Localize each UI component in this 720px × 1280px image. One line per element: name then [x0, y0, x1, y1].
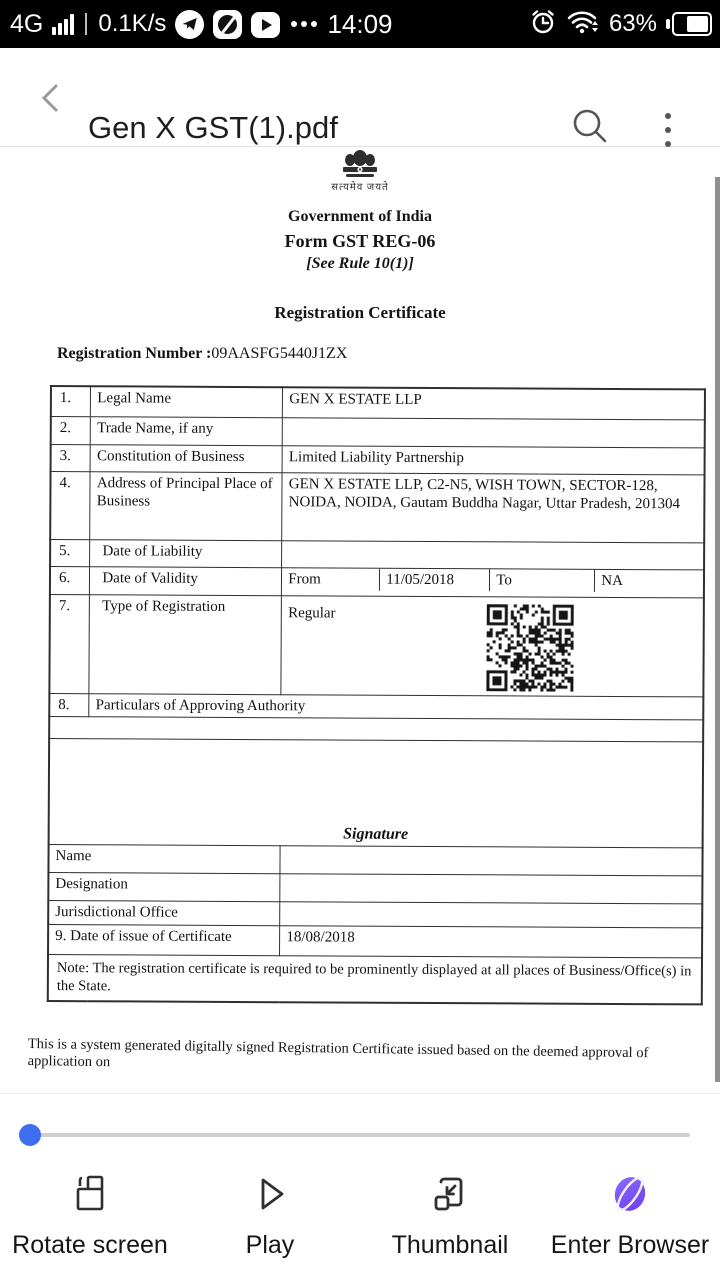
row-label: Constitution of Business: [90, 444, 282, 472]
row-label: Designation: [48, 873, 280, 902]
table-row: [51, 416, 705, 447]
telegram-icon: [175, 10, 204, 39]
validity-to-value: NA: [594, 569, 703, 592]
network-type-label: 4G: [10, 9, 44, 38]
table-row: [50, 471, 704, 542]
alarm-icon: [529, 8, 557, 41]
signature-area: [49, 739, 704, 848]
validity-cell: [282, 567, 704, 597]
page-title: Gen X GST(1).pdf: [88, 110, 338, 145]
row-number: 8.: [49, 693, 89, 717]
row-number: 7.: [49, 594, 89, 693]
row-value: GEN X ESTATE LLP, C2-N5, WISH TOWN, SECTOR-128, NOIDA, NOIDA, Gautam Buddha Nagar, Uttar Pradesh, 201304: [282, 472, 705, 542]
row-number: 2.: [51, 416, 91, 444]
validity-to-label: To: [489, 569, 594, 592]
row-label: 9. Date of issue of Certificate: [48, 925, 280, 956]
row-value: [280, 846, 702, 876]
row-value: 18/08/2018: [280, 926, 702, 958]
wifi-icon: [566, 8, 600, 41]
overflow-menu-icon[interactable]: [650, 108, 686, 152]
table-row: [48, 955, 702, 1004]
table-row: [48, 901, 702, 928]
tool-label: Enter Browser: [550, 1231, 710, 1259]
bottom-toolbar: [0, 1160, 720, 1280]
back-chevron-icon[interactable]: [34, 81, 68, 115]
camera-app-icon: [213, 10, 242, 39]
status-bar: [0, 0, 720, 48]
row-number: 4.: [50, 471, 90, 539]
signature-label: Signature: [343, 825, 409, 844]
rotate-screen-button[interactable]: [0, 1160, 180, 1280]
table-row: [48, 845, 702, 876]
table-row: [48, 925, 702, 958]
tool-label: Thumbnail: [391, 1231, 509, 1259]
row-label: Name: [48, 845, 280, 874]
row-number: 3.: [51, 444, 91, 471]
row-value: GEN X ESTATE LLP: [283, 387, 705, 419]
registration-type-cell: [281, 595, 704, 696]
row-value: [280, 874, 702, 904]
row-label: Jurisdictional Office: [48, 901, 280, 926]
rotate-screen-icon: [67, 1172, 113, 1221]
row-label: Address of Principal Place of Business: [90, 471, 282, 540]
status-divider: [85, 13, 87, 35]
table-row: [50, 566, 704, 597]
row-value: Limited Liability Partnership: [282, 445, 704, 474]
row-label: Date of Validity: [90, 566, 282, 595]
registration-number-label: Registration Number :: [57, 345, 212, 362]
registration-number-line: [57, 345, 347, 363]
pdf-page[interactable]: [0, 147, 720, 1093]
table-row: [49, 594, 704, 696]
validity-from-label: From: [288, 570, 321, 587]
row-label: Trade Name, if any: [91, 416, 283, 445]
battery-icon: [666, 12, 712, 36]
government-line: Government of India: [288, 208, 432, 225]
data-speed-label: 0.1K/s: [98, 10, 167, 37]
form-title: Form GST REG-06: [284, 231, 436, 251]
table-row: [51, 444, 705, 474]
certificate-table: [47, 385, 706, 1005]
battery-percent-label: 63%: [608, 10, 657, 37]
play-icon: [248, 1172, 292, 1221]
thumbnail-icon: [427, 1172, 473, 1221]
row-value: [280, 902, 702, 928]
video-app-icon: [251, 12, 280, 38]
search-icon[interactable]: [570, 106, 610, 146]
tool-label: Play: [245, 1231, 295, 1259]
table-row: [49, 693, 703, 720]
page-scrubber: [0, 1110, 720, 1160]
clock-label: 14:09: [327, 8, 393, 39]
table-row: [50, 539, 704, 569]
note-text: Note: The registration certificate is required to be prominently displayed at all places of Business/Office(s) in the State.: [48, 955, 702, 1004]
enter-browser-button[interactable]: [540, 1160, 720, 1280]
app-header: [0, 48, 720, 147]
certificate-title: Registration Certificate: [274, 303, 446, 322]
scrubber-thumb[interactable]: [19, 1124, 41, 1146]
row-label: Date of Liability: [90, 539, 282, 567]
row-label: Type of Registration: [89, 594, 281, 694]
row-number: 6.: [50, 566, 90, 594]
table-row: [51, 386, 705, 419]
validity-from-value: 11/05/2018: [379, 568, 489, 591]
row-label: Legal Name: [91, 386, 283, 417]
content-divider: [0, 1093, 720, 1094]
table-row: [48, 873, 702, 904]
play-button[interactable]: [180, 1160, 360, 1280]
system-generated-note: This is a system generated digitally signed Registration Certificate issued based on the deemed approval of application on: [27, 1036, 649, 1071]
tool-label: Rotate screen: [12, 1231, 168, 1259]
table-row: [49, 739, 704, 848]
emblem-caption: सत्यमेव जयते: [331, 182, 389, 193]
registration-number-value: 09AASFG5440J1ZX: [211, 345, 348, 362]
thumbnail-button[interactable]: [360, 1160, 540, 1280]
enter-browser-icon: [608, 1172, 652, 1221]
signal-strength-icon: [52, 13, 74, 35]
qr-code: [487, 604, 574, 691]
rule-reference: [See Rule 10(1)]: [306, 255, 414, 272]
more-apps-icon: [291, 21, 317, 27]
row-value: Regular: [288, 604, 336, 621]
row-label: Particulars of Approving Authority: [89, 693, 703, 720]
row-value: [282, 417, 704, 447]
scrubber-track[interactable]: [30, 1133, 690, 1137]
row-number: 1.: [51, 386, 91, 416]
row-number: 5.: [50, 539, 90, 566]
row-value: [282, 540, 704, 569]
